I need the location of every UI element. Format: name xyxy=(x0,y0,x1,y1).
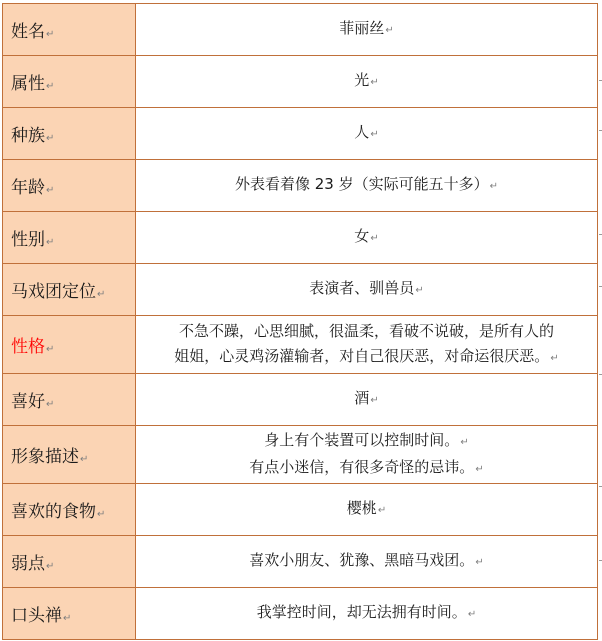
value-attribute: 光↵ xyxy=(136,56,598,108)
value-personality xyxy=(136,316,598,374)
appearance-line-1: 身上有个装置可以控制时间。↵ xyxy=(264,430,469,449)
value-circus-role: 表演者、驯兽员↵ xyxy=(136,264,598,316)
label-circus-role: 马戏团定位↵ xyxy=(3,264,136,316)
character-profile-table-container xyxy=(2,3,598,640)
value-weakness: 喜欢小朋友、犹豫、黑暗马戏团。↵ xyxy=(136,536,598,588)
label-personality: 性格↵ xyxy=(3,316,136,374)
row-weakness xyxy=(3,536,598,588)
personality-line-1: 不急不躁，心思细腻，很温柔，看破不说破，是所有人的 xyxy=(178,321,554,340)
value-catchphrase: 我掌控时间，却无法拥有时间。↵ xyxy=(136,588,598,640)
label-name: 姓名↵ xyxy=(3,4,136,56)
appearance-line-2: 有点小迷信，有很多奇怪的忌讳。↵ xyxy=(249,457,484,476)
row-catchphrase xyxy=(3,588,598,640)
value-favorite-food: 樱桃↵ xyxy=(136,484,598,536)
value-hobby: 酒↵ xyxy=(136,374,598,426)
row-age xyxy=(3,160,598,212)
label-catchphrase: 口头禅↵ xyxy=(3,588,136,640)
value-age: 外表看着像 23 岁（实际可能五十多）↵ xyxy=(136,160,598,212)
row-name xyxy=(3,4,598,56)
row-attribute xyxy=(3,56,598,108)
label-race: 种族↵ xyxy=(3,108,136,160)
value-gender: 女↵ xyxy=(136,212,598,264)
label-favorite-food: 喜欢的食物↵ xyxy=(3,484,136,536)
label-gender: 性别↵ xyxy=(3,212,136,264)
row-favorite-food xyxy=(3,484,598,536)
label-attribute: 属性↵ xyxy=(3,56,136,108)
value-appearance xyxy=(136,426,598,484)
label-appearance: 形象描述↵ xyxy=(3,426,136,484)
value-name: 菲丽丝↵ xyxy=(136,4,598,56)
label-weakness: 弱点↵ xyxy=(3,536,136,588)
personality-line-2: 姐姐，心灵鸡汤灌输者，对自己很厌恶，对命运很厌恶。↵ xyxy=(174,346,559,365)
row-gender xyxy=(3,212,598,264)
label-age: 年龄↵ xyxy=(3,160,136,212)
row-race xyxy=(3,108,598,160)
character-profile-table xyxy=(2,3,598,640)
row-appearance xyxy=(3,426,598,484)
row-hobby xyxy=(3,374,598,426)
row-circus-role xyxy=(3,264,598,316)
label-hobby: 喜好↵ xyxy=(3,374,136,426)
value-race: 人↵ xyxy=(136,108,598,160)
row-personality xyxy=(3,316,598,374)
